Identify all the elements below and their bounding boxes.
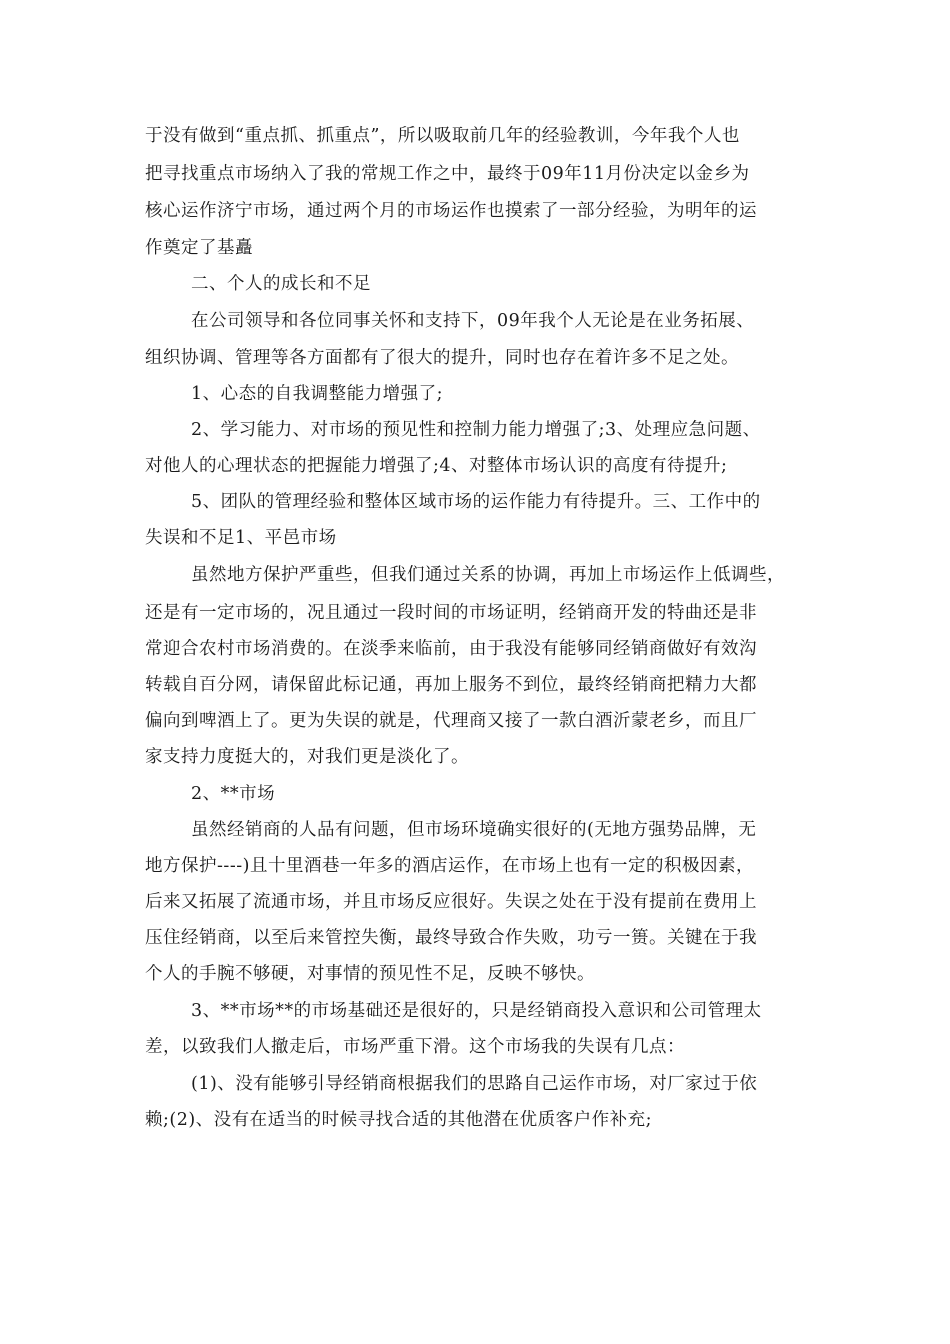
text-line: 3、**市场**的市场基础还是很好的，只是经销商投入意识和公司管理太: [191, 1001, 762, 1021]
subsection-heading: 2、**市场: [191, 784, 276, 804]
text-line: 虽然经销商的人品有问题，但市场环境确实很好的(无地方强势品牌，无: [191, 820, 757, 840]
list-item: 2、学习能力、对市场的预见性和控制力能力增强了;3、处理应急问题、: [191, 420, 761, 440]
text-line: 还是有一定市场的，况且通过一段时间的市场证明，经销商开发的特曲还是非: [145, 603, 757, 623]
text-line: 常迎合农村市场消费的。在淡季来临前，由于我没有能够同经销商做好有效沟: [145, 639, 757, 659]
text-line: 地方保护----)且十里酒巷一年多的酒店运作，在市场上也有一定的积极因素，: [145, 856, 754, 876]
text-line: 家支持力度挺大的，对我们更是淡化了。: [145, 747, 469, 767]
text-line: 偏向到啤酒上了。更为失误的就是，代理商又接了一款白酒沂蒙老乡，而且厂: [145, 711, 757, 731]
text-line: 失误和不足1、平邑市场: [145, 528, 337, 548]
text-line: 组织协调、管理等各方面都有了很大的提升，同时也存在着许多不足之处。: [145, 348, 739, 368]
list-item: 5、团队的管理经验和整体区域市场的运作能力有待提升。三、工作中的: [191, 492, 761, 512]
text-line: 核心运作济宁市场，通过两个月的市场运作也摸索了一部分经验，为明年的运: [145, 201, 757, 221]
text-line: 个人的手腕不够硬，对事情的预见性不足，反映不够快。: [145, 964, 595, 984]
text-line: 赖;(2)、没有在适当的时候寻找合适的其他潜在优质客户作补充;: [145, 1110, 653, 1130]
text-line: 虽然地方保护严重些，但我们通过关系的协调，再加上市场运作上低调些，: [191, 565, 785, 585]
list-item: 1、心态的自我调整能力增强了;: [191, 384, 444, 404]
text-line: 对他人的心理状态的把握能力增强了;4、对整体市场认识的高度有待提升;: [145, 456, 728, 476]
text-line: 把寻找重点市场纳入了我的常规工作之中，最终于09年11月份决定以金乡为: [145, 164, 750, 184]
section-heading: 二、个人的成长和不足: [191, 274, 371, 294]
text-line: (1)、没有能够引导经销商根据我们的思路自己运作市场，对厂家过于依: [191, 1074, 758, 1094]
text-line: 后来又拓展了流通市场，并且市场反应很好。失误之处在于没有提前在费用上: [145, 892, 757, 912]
text-line: 在公司领导和各位同事关怀和支持下，09年我个人无论是在业务拓展、: [191, 311, 755, 331]
text-line: 转载自百分网，请保留此标记通，再加上服务不到位，最终经销商把精力大都: [145, 675, 757, 695]
text-line: 压住经销商，以至后来管控失衡，最终导致合作失败，功亏一篑。关键在于我: [145, 928, 757, 948]
text-line: 作奠定了基矗: [145, 238, 253, 258]
text-line: 于没有做到“重点抓、抓重点”，所以吸取前几年的经验教训，今年我个人也: [145, 126, 740, 146]
text-line: 差，以致我们人撤走后，市场严重下滑。这个市场我的失误有几点：: [145, 1037, 685, 1057]
